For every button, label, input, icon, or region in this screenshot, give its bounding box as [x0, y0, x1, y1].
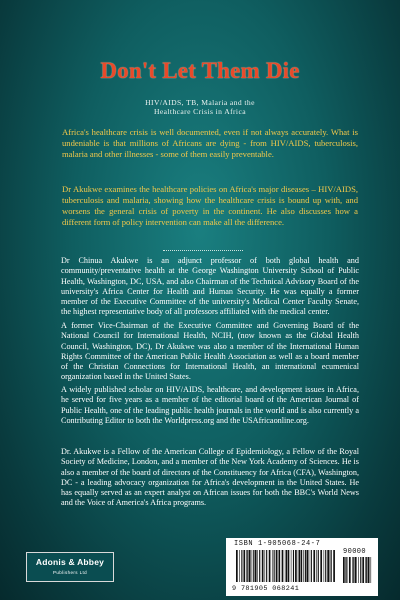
isbn-label: ISBN 1-905068-24-7	[234, 540, 321, 548]
subtitle-line-2: Healthcare Crisis in Africa	[154, 107, 246, 116]
author-bio-paragraph-2: A former Vice-Chairman of the Executive Committee and Governing Board of the National Council for International Health, NCIH, (now known as the Global Health Council, Washington, DC), Dr Akukwe was also a member of the International Human Rights Committee of the American Public Health Association as well as a board member of the Christian Connections for International Health, an international ecumenical organization based in the United States.	[61, 321, 359, 382]
barcode-bars	[236, 550, 336, 582]
publisher-logo	[26, 552, 114, 582]
price-code: 90000	[343, 548, 367, 556]
intro-paragraph-1: Africa's healthcare crisis is well documented, even if not always accurately. What is undeniable is that millions of Africans are dying - from HIV/AIDS, tuberculosis, malaria and other illnesses - some of them easily preventable.	[62, 127, 358, 159]
author-bio-paragraph-3: A widely published scholar on HIV/AIDS, healthcare, and development issues in Africa, he served for five years as a member of the editorial board of the American Journal of Public Health, one of the leading public health journals in the world and is also currently a Contributing Editor to both the Worldpress.org and the USAfricaonline.org.	[61, 385, 359, 425]
section-divider	[163, 250, 243, 251]
book-title: Don't Let Them Die	[100, 58, 300, 83]
isbn-barcode	[226, 538, 378, 596]
barcode-digits: 9 781905 068241	[232, 585, 300, 593]
subtitle-line-1: HIV/AIDS, TB, Malaria and the	[145, 98, 255, 107]
price-barcode-bars	[343, 557, 373, 583]
intro-paragraph-2: Dr Akukwe examines the healthcare policies on Africa's major diseases – HIV/AIDS, tuberculosis and malaria, showing how the healthcare crisis is bound up with, and worsens the general crisis of poverty in the continent. He also discusses how a different form of policy intervention can make all the difference.	[62, 184, 358, 227]
author-bio-paragraph-4: Dr. Akukwe is a Fellow of the American College of Epidemiology, a Fellow of the Royal Society of Medicine, London, and a member of the New York Academy of Sciences. He is also a member of the board of directors of the Constituency for Africa (CFA), Washington, DC - a leading advocacy organization for Africa's development in the United States. He has equally served as an expert analyst on African issues for both the BBC's World News and the Voice of America's Africa programs.	[61, 447, 359, 508]
author-bio-paragraph-1: Dr Chinua Akukwe is an adjunct professor of both global health and community/preventative health at the George Washington University School of Public Health, Washington, DC, USA, and also Chairman of the Technical Advisory Board of the university's Africa Center for Health and Human Security. He was equally a former member of the Executive Committee of the university's Medical Center Faculty Senate, the highest representative body of all professors affiliated with the medical center.	[61, 256, 359, 317]
book-subtitle	[0, 98, 400, 116]
publisher-subtitle: Publishers Ltd	[52, 570, 88, 575]
publisher-name: Adonis & Abbey	[35, 557, 105, 567]
